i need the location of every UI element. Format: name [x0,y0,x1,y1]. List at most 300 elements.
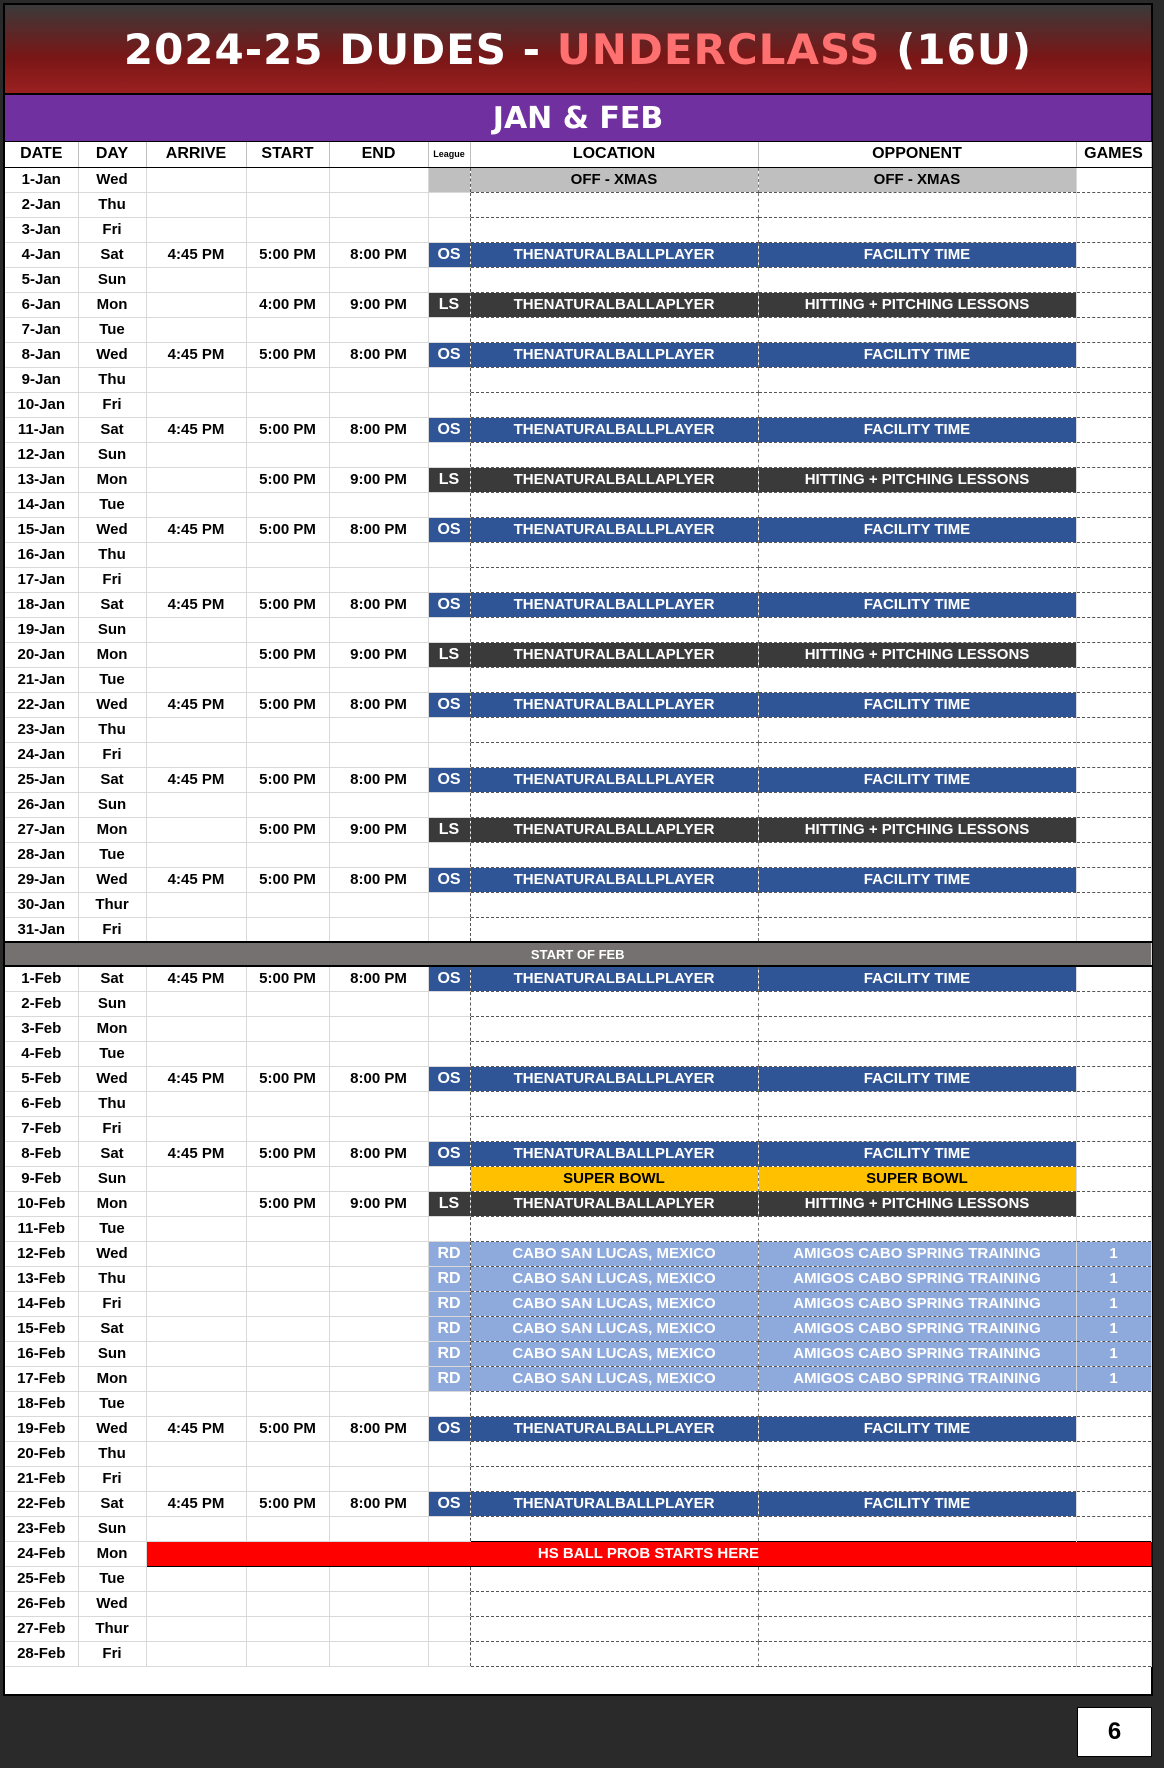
arrive-cell [146,392,246,417]
arrive-cell [146,1216,246,1241]
day-cell: Thur [78,892,146,917]
location-cell: THENATURALBALLPLAYER [470,1491,758,1516]
col-date: DATE [5,142,78,167]
schedule-row [5,1641,1151,1666]
end-cell [329,1641,428,1666]
end-cell [329,1366,428,1391]
start-cell [246,1466,329,1491]
games-cell [1076,1041,1151,1066]
col-end: END [329,142,428,167]
end-cell: 8:00 PM [329,1491,428,1516]
league-cell [428,1216,470,1241]
day-cell: Wed [78,867,146,892]
opponent-cell [758,1041,1076,1066]
location-cell [470,717,758,742]
schedule-row [5,242,1151,267]
date-cell: 20-Jan [5,642,78,667]
location-cell: THENATURALBALLAPLYER [470,817,758,842]
arrive-cell [146,792,246,817]
day-cell: Sat [78,417,146,442]
games-cell [1076,1616,1151,1641]
schedule-row [5,1391,1151,1416]
arrive-cell: 4:45 PM [146,1066,246,1091]
location-cell [470,1391,758,1416]
location-cell: THENATURALBALLPLAYER [470,767,758,792]
title-suffix: (16U) [880,24,1033,74]
opponent-cell: AMIGOS CABO SPRING TRAINING [758,1241,1076,1266]
end-cell: 9:00 PM [329,467,428,492]
league-cell [428,1641,470,1666]
date-cell: 5-Feb [5,1066,78,1091]
league-cell [428,317,470,342]
end-cell: 8:00 PM [329,242,428,267]
start-cell [246,792,329,817]
banner-cell: HS BALL PROB STARTS HERE [146,1541,1151,1566]
date-cell: 18-Jan [5,592,78,617]
opponent-cell [758,317,1076,342]
day-cell: Sat [78,1491,146,1516]
opponent-cell: FACILITY TIME [758,1416,1076,1441]
games-cell [1076,1591,1151,1616]
league-cell [428,1041,470,1066]
start-cell [246,1316,329,1341]
opponent-cell: OFF - XMAS [758,167,1076,192]
end-cell [329,717,428,742]
games-cell: 1 [1076,1266,1151,1291]
location-cell: THENATURALBALLPLAYER [470,692,758,717]
opponent-cell: FACILITY TIME [758,1066,1076,1091]
games-cell [1076,892,1151,917]
arrive-cell [146,1091,246,1116]
day-cell: Thu [78,1266,146,1291]
day-cell: Tue [78,842,146,867]
arrive-cell: 4:45 PM [146,1491,246,1516]
league-cell: LS [428,817,470,842]
games-cell [1076,342,1151,367]
start-cell [246,717,329,742]
opponent-cell: FACILITY TIME [758,767,1076,792]
schedule-row [5,217,1151,242]
schedule-row [5,542,1151,567]
start-cell: 5:00 PM [246,767,329,792]
league-cell: OS [428,342,470,367]
day-cell: Sun [78,1341,146,1366]
league-cell: OS [428,592,470,617]
day-cell: Tue [78,317,146,342]
opponent-cell: SUPER BOWL [758,1166,1076,1191]
games-cell [1076,1216,1151,1241]
location-cell [470,1616,758,1641]
start-cell [246,367,329,392]
start-cell [246,1341,329,1366]
opponent-cell: FACILITY TIME [758,342,1076,367]
league-cell: RD [428,1241,470,1266]
league-cell [428,842,470,867]
date-cell: 25-Jan [5,767,78,792]
league-cell [428,542,470,567]
arrive-cell: 4:45 PM [146,692,246,717]
opponent-cell [758,742,1076,767]
end-cell: 8:00 PM [329,342,428,367]
league-cell [428,917,470,942]
day-cell: Fri [78,742,146,767]
opponent-cell [758,392,1076,417]
start-cell [246,1391,329,1416]
opponent-cell: FACILITY TIME [758,242,1076,267]
opponent-cell: FACILITY TIME [758,417,1076,442]
date-cell: 18-Feb [5,1391,78,1416]
league-cell [428,1466,470,1491]
games-cell [1076,842,1151,867]
league-cell [428,192,470,217]
location-cell: OFF - XMAS [470,167,758,192]
games-cell: 1 [1076,1341,1151,1366]
schedule-row [5,1091,1151,1116]
opponent-cell [758,1216,1076,1241]
games-cell [1076,642,1151,667]
date-cell: 19-Jan [5,617,78,642]
games-cell [1076,317,1151,342]
games-cell [1076,1466,1151,1491]
end-cell [329,392,428,417]
end-cell [329,892,428,917]
arrive-cell [146,617,246,642]
end-cell: 8:00 PM [329,692,428,717]
games-cell [1076,417,1151,442]
arrive-cell [146,1266,246,1291]
arrive-cell [146,192,246,217]
games-cell [1076,292,1151,317]
opponent-cell: HITTING + PITCHING LESSONS [758,467,1076,492]
opponent-cell [758,492,1076,517]
location-cell: CABO SAN LUCAS, MEXICO [470,1341,758,1366]
opponent-cell [758,892,1076,917]
end-cell [329,1391,428,1416]
col-games: GAMES [1076,142,1151,167]
location-cell: THENATURALBALLPLAYER [470,417,758,442]
end-cell [329,617,428,642]
location-cell: CABO SAN LUCAS, MEXICO [470,1266,758,1291]
league-cell [428,1441,470,1466]
arrive-cell [146,1041,246,1066]
date-cell: 25-Feb [5,1566,78,1591]
league-cell: OS [428,1491,470,1516]
date-cell: 1-Jan [5,167,78,192]
day-cell: Sun [78,792,146,817]
location-cell [470,1466,758,1491]
location-cell: THENATURALBALLPLAYER [470,867,758,892]
day-cell: Thu [78,1441,146,1466]
date-cell: 17-Feb [5,1366,78,1391]
end-cell [329,667,428,692]
day-cell: Sat [78,1141,146,1166]
arrive-cell [146,1466,246,1491]
location-cell [470,991,758,1016]
schedule-row [5,1616,1151,1641]
date-cell: 12-Feb [5,1241,78,1266]
date-cell: 6-Jan [5,292,78,317]
arrive-cell [146,217,246,242]
league-cell [428,1616,470,1641]
location-cell [470,1041,758,1066]
arrive-cell: 4:45 PM [146,592,246,617]
location-cell [470,217,758,242]
day-cell: Thu [78,1091,146,1116]
end-cell [329,192,428,217]
schedule-row [5,592,1151,617]
start-cell [246,442,329,467]
arrive-cell [146,667,246,692]
day-cell: Sun [78,1516,146,1541]
start-cell [246,542,329,567]
location-cell: THENATURALBALLPLAYER [470,1066,758,1091]
opponent-cell [758,1591,1076,1616]
day-cell: Mon [78,1191,146,1216]
arrive-cell [146,1441,246,1466]
date-cell: 1-Feb [5,966,78,991]
league-cell [428,167,470,192]
date-cell: 10-Jan [5,392,78,417]
day-cell: Wed [78,342,146,367]
schedule-row [5,367,1151,392]
arrive-cell [146,1641,246,1666]
opponent-cell [758,367,1076,392]
end-cell: 8:00 PM [329,767,428,792]
games-cell [1076,1091,1151,1116]
location-cell: THENATURALBALLPLAYER [470,1416,758,1441]
col-day: DAY [78,142,146,167]
location-cell: SUPER BOWL [470,1166,758,1191]
location-cell [470,542,758,567]
start-cell [246,1591,329,1616]
arrive-cell [146,1291,246,1316]
col-opponent: OPPONENT [758,142,1076,167]
end-cell [329,217,428,242]
end-cell [329,917,428,942]
schedule-row [5,867,1151,892]
schedule-row [5,966,1151,991]
start-cell: 5:00 PM [246,592,329,617]
schedule-row [5,1541,1151,1566]
day-cell: Wed [78,1591,146,1616]
date-cell: 2-Jan [5,192,78,217]
location-cell [470,317,758,342]
league-cell: OS [428,966,470,991]
games-cell [1076,267,1151,292]
day-cell: Sun [78,1166,146,1191]
date-cell: 15-Jan [5,517,78,542]
day-cell: Tue [78,1041,146,1066]
opponent-cell [758,1091,1076,1116]
schedule-row [5,767,1151,792]
opponent-cell: AMIGOS CABO SPRING TRAINING [758,1291,1076,1316]
day-cell: Mon [78,642,146,667]
end-cell [329,1266,428,1291]
schedule-row [5,742,1151,767]
day-cell: Mon [78,467,146,492]
end-cell [329,317,428,342]
games-cell [1076,392,1151,417]
schedule-row [5,1316,1151,1341]
games-cell: 1 [1076,1366,1151,1391]
opponent-cell [758,1391,1076,1416]
games-cell [1076,217,1151,242]
arrive-cell [146,1116,246,1141]
games-cell [1076,1191,1151,1216]
date-cell: 14-Jan [5,492,78,517]
arrive-cell [146,442,246,467]
start-cell [246,1116,329,1141]
league-cell: OS [428,767,470,792]
end-cell [329,1516,428,1541]
schedule-sheet [3,3,1153,1696]
start-cell [246,1041,329,1066]
arrive-cell [146,1391,246,1416]
arrive-cell [146,1516,246,1541]
end-cell [329,167,428,192]
games-cell [1076,467,1151,492]
schedule-row [5,192,1151,217]
games-cell [1076,242,1151,267]
location-cell [470,892,758,917]
games-cell: 1 [1076,1241,1151,1266]
schedule-row [5,617,1151,642]
date-cell: 12-Jan [5,442,78,467]
arrive-cell [146,1616,246,1641]
date-cell: 31-Jan [5,917,78,942]
end-cell [329,1591,428,1616]
start-cell [246,1516,329,1541]
schedule-row [5,642,1151,667]
schedule-row [5,1066,1151,1091]
opponent-cell [758,217,1076,242]
header-row [5,142,1151,167]
start-cell [246,991,329,1016]
end-cell: 9:00 PM [329,1191,428,1216]
end-cell [329,792,428,817]
games-cell [1076,192,1151,217]
games-cell [1076,1516,1151,1541]
games-cell [1076,742,1151,767]
day-cell: Tue [78,1391,146,1416]
opponent-cell: FACILITY TIME [758,692,1076,717]
date-cell: 23-Jan [5,717,78,742]
opponent-cell [758,1566,1076,1591]
end-cell [329,1616,428,1641]
day-cell: Fri [78,392,146,417]
schedule-row [5,517,1151,542]
day-cell: Sun [78,442,146,467]
date-cell: 19-Feb [5,1416,78,1441]
games-cell [1076,667,1151,692]
schedule-row [5,1516,1151,1541]
schedule-row [5,1241,1151,1266]
start-cell [246,892,329,917]
day-cell: Thu [78,717,146,742]
date-cell: 5-Jan [5,267,78,292]
end-cell [329,1016,428,1041]
arrive-cell: 4:45 PM [146,767,246,792]
start-cell: 5:00 PM [246,1066,329,1091]
date-cell: 30-Jan [5,892,78,917]
arrive-cell: 4:45 PM [146,517,246,542]
day-cell: Fri [78,567,146,592]
games-cell [1076,867,1151,892]
league-cell [428,717,470,742]
end-cell [329,1466,428,1491]
schedule-table [5,142,1152,1667]
arrive-cell: 4:45 PM [146,966,246,991]
location-cell [470,1441,758,1466]
january-rows [5,167,1151,942]
end-cell [329,842,428,867]
games-cell [1076,1141,1151,1166]
location-cell: CABO SAN LUCAS, MEXICO [470,1316,758,1341]
location-cell [470,617,758,642]
games-cell [1076,767,1151,792]
col-start: START [246,142,329,167]
arrive-cell [146,1566,246,1591]
february-separator [5,942,1151,966]
league-cell [428,267,470,292]
schedule-row [5,567,1151,592]
location-cell: THENATURALBALLAPLYER [470,1191,758,1216]
schedule-row [5,442,1151,467]
opponent-cell: AMIGOS CABO SPRING TRAINING [758,1366,1076,1391]
league-cell: OS [428,242,470,267]
location-cell [470,1091,758,1116]
opponent-cell: HITTING + PITCHING LESSONS [758,817,1076,842]
games-cell [1076,717,1151,742]
date-cell: 6-Feb [5,1091,78,1116]
games-cell [1076,792,1151,817]
day-cell: Tue [78,492,146,517]
start-cell: 5:00 PM [246,966,329,991]
date-cell: 26-Feb [5,1591,78,1616]
date-cell: 21-Feb [5,1466,78,1491]
arrive-cell [146,642,246,667]
schedule-row [5,1591,1151,1616]
league-cell: RD [428,1366,470,1391]
games-cell [1076,1166,1151,1191]
date-cell: 11-Feb [5,1216,78,1241]
schedule-row [5,991,1151,1016]
day-cell: Sat [78,592,146,617]
location-cell: THENATURALBALLAPLYER [470,642,758,667]
schedule-row [5,1491,1151,1516]
location-cell [470,667,758,692]
games-cell [1076,1441,1151,1466]
start-cell: 5:00 PM [246,1191,329,1216]
day-cell: Wed [78,1416,146,1441]
league-cell: OS [428,517,470,542]
schedule-row [5,917,1151,942]
games-cell [1076,567,1151,592]
day-cell: Mon [78,292,146,317]
date-cell: 7-Feb [5,1116,78,1141]
opponent-cell [758,717,1076,742]
start-cell [246,492,329,517]
schedule-row [5,1166,1151,1191]
arrive-cell [146,1241,246,1266]
title-accent: UNDERCLASS [556,24,881,74]
schedule-row [5,1116,1151,1141]
end-cell [329,492,428,517]
location-cell: THENATURALBALLPLAYER [470,966,758,991]
location-cell [470,1116,758,1141]
games-cell [1076,692,1151,717]
games-cell [1076,542,1151,567]
